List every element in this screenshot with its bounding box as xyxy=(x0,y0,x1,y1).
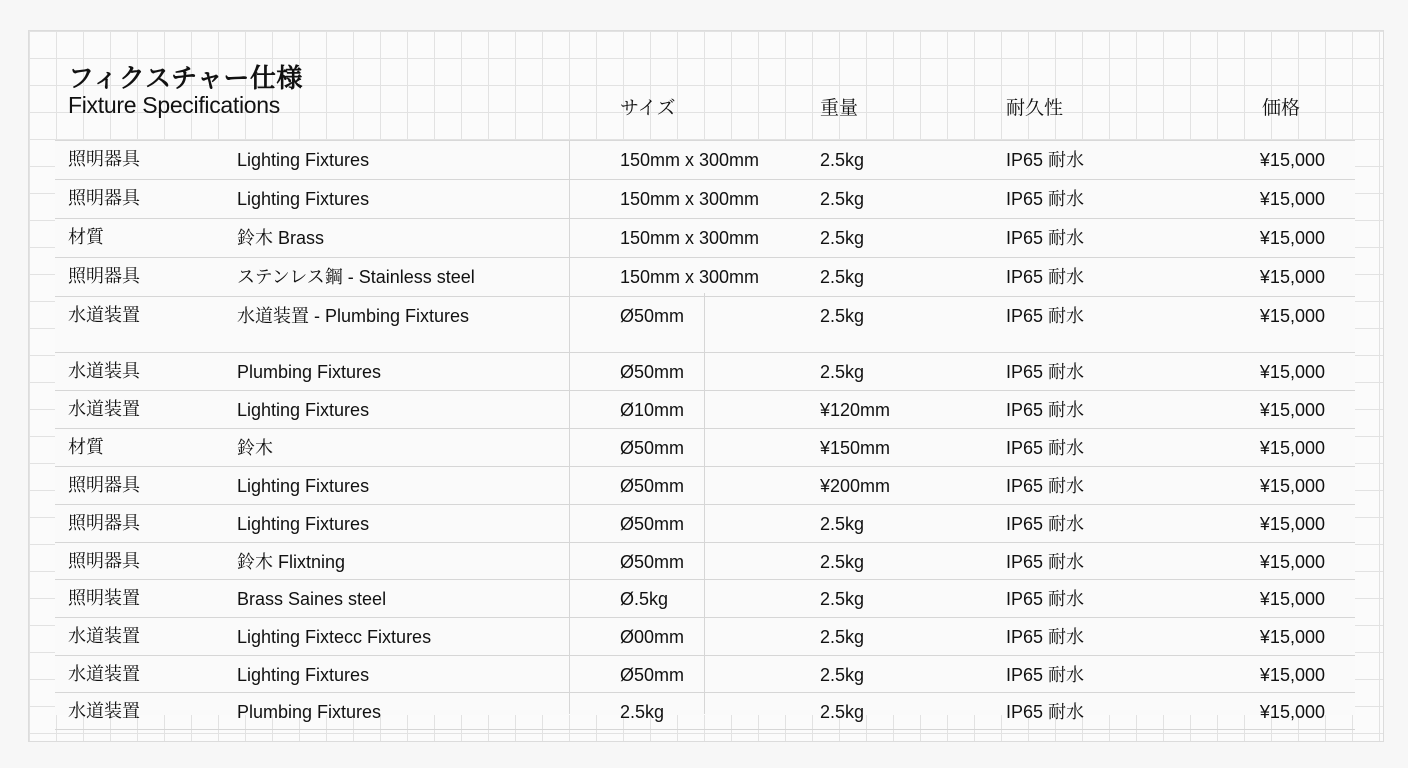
cell-durability: IP65 耐水 xyxy=(1006,189,1085,209)
cell-durability: IP65 耐水 xyxy=(1006,400,1085,420)
cell-name: Lighting Fixtures xyxy=(237,189,370,209)
table-row xyxy=(55,543,1355,580)
cell-durability: IP65 耐水 xyxy=(1006,514,1085,534)
cell-category: 照明器具 xyxy=(68,188,140,209)
cell-name: 鈴木 Flixtning xyxy=(237,552,346,572)
cell-weight: 2.5kg xyxy=(820,189,865,209)
cell-category: 水道装置 xyxy=(68,399,140,420)
cell-category: 照明器具 xyxy=(68,551,140,572)
spec-table xyxy=(55,141,1355,730)
cell-size: Ø50mm xyxy=(620,438,685,458)
cell-size: 150mm x 300mm xyxy=(620,189,760,209)
cell-category: 水道装具 xyxy=(68,361,140,382)
table-row xyxy=(55,505,1355,543)
cell-size: Ø50mm xyxy=(620,476,685,496)
cell-name: Lighting Fixtures xyxy=(237,514,370,534)
cell-name: ステンレス鋼 - Stainless steel xyxy=(237,267,475,287)
cell-weight: 2.5kg xyxy=(820,552,865,572)
cell-durability: IP65 耐水 xyxy=(1006,627,1085,647)
cell-size: 150mm x 300mm xyxy=(620,228,760,248)
cell-name: Brass Saines steel xyxy=(237,589,387,609)
cell-price: ¥15,000 xyxy=(1259,228,1325,248)
cell-weight: 2.5kg xyxy=(820,306,865,326)
cell-name: Lighting Fixtures xyxy=(237,476,370,496)
cell-name: Lighting Fixtures xyxy=(237,150,370,170)
table-row xyxy=(55,693,1355,730)
cell-weight: 2.5kg xyxy=(820,665,865,685)
cell-price: ¥15,000 xyxy=(1259,189,1325,209)
cell-durability: IP65 耐水 xyxy=(1006,702,1085,722)
column-header-weight: 重量 xyxy=(820,97,859,119)
table-row xyxy=(55,656,1355,693)
cell-weight: 2.5kg xyxy=(820,514,865,534)
table-row xyxy=(55,618,1355,656)
cell-weight: ¥150mm xyxy=(820,438,891,458)
cell-name: Lighting Fixtures xyxy=(237,400,370,420)
cell-category: 水道装置 xyxy=(68,305,140,326)
table-row xyxy=(55,180,1355,219)
cell-price: ¥15,000 xyxy=(1259,476,1325,496)
cell-price: ¥15,000 xyxy=(1259,589,1325,609)
cell-size: Ø.5kg xyxy=(620,589,669,609)
column-divider xyxy=(704,293,705,714)
cell-size: Ø50mm xyxy=(620,552,685,572)
cell-weight: 2.5kg xyxy=(820,589,865,609)
cell-price: ¥15,000 xyxy=(1259,702,1325,722)
cell-category: 照明器具 xyxy=(68,513,140,534)
cell-category: 水道装置 xyxy=(68,701,140,722)
cell-name: Plumbing Fixtures xyxy=(237,362,382,382)
cell-price: ¥15,000 xyxy=(1259,665,1325,685)
cell-weight: 2.5kg xyxy=(820,150,865,170)
cell-price: ¥15,000 xyxy=(1259,438,1325,458)
table-row xyxy=(55,580,1355,618)
cell-weight: 2.5kg xyxy=(820,362,865,382)
cell-price: ¥15,000 xyxy=(1259,362,1325,382)
cell-name: Lighting Fixtures xyxy=(237,665,370,685)
cell-weight: 2.5kg xyxy=(820,627,865,647)
table-row xyxy=(55,429,1355,467)
cell-price: ¥15,000 xyxy=(1259,400,1325,420)
cell-durability: IP65 耐水 xyxy=(1006,438,1085,458)
column-header-size: サイズ xyxy=(620,97,676,119)
cell-category: 照明装置 xyxy=(68,588,140,609)
cell-name: 鈴木 Brass xyxy=(237,228,325,248)
cell-durability: IP65 耐水 xyxy=(1006,665,1085,685)
cell-durability: IP65 耐水 xyxy=(1006,552,1085,572)
cell-weight: 2.5kg xyxy=(820,267,865,287)
cell-durability: IP65 耐水 xyxy=(1006,228,1085,248)
cell-size: Ø00mm xyxy=(620,627,685,647)
column-header-price: 価格 xyxy=(1262,97,1301,119)
cell-size: 150mm x 300mm xyxy=(620,267,760,287)
cell-price: ¥15,000 xyxy=(1259,627,1325,647)
table-row xyxy=(55,219,1355,258)
cell-size: Ø10mm xyxy=(620,400,685,420)
column-header-durability: 耐久性 xyxy=(1006,97,1064,119)
cell-category: 照明器具 xyxy=(68,149,140,170)
cell-weight: 2.5kg xyxy=(820,228,865,248)
column-divider xyxy=(569,141,570,714)
cell-price: ¥15,000 xyxy=(1259,267,1325,287)
cell-price: ¥15,000 xyxy=(1259,150,1325,170)
table-row xyxy=(55,141,1355,180)
cell-price: ¥15,000 xyxy=(1259,514,1325,534)
page-title-en: Fixture Specifications xyxy=(68,92,280,118)
cell-size: Ø50mm xyxy=(620,665,685,685)
cell-durability: IP65 耐水 xyxy=(1006,476,1085,496)
cell-name: 鈴木 xyxy=(237,438,273,458)
cell-category: 照明器具 xyxy=(68,475,140,496)
cell-weight: 2.5kg xyxy=(820,702,865,722)
cell-size: 2.5kg xyxy=(620,702,665,722)
cell-price: ¥15,000 xyxy=(1259,306,1325,326)
cell-category: 材質 xyxy=(68,437,104,458)
cell-durability: IP65 耐水 xyxy=(1006,267,1085,287)
cell-category: 材質 xyxy=(68,227,104,248)
table-row xyxy=(55,258,1355,297)
cell-weight: ¥120mm xyxy=(820,400,891,420)
cell-durability: IP65 耐水 xyxy=(1006,589,1085,609)
table-row xyxy=(55,467,1355,505)
cell-category: 水道装置 xyxy=(68,626,140,647)
table-row xyxy=(55,391,1355,429)
cell-size: 150mm x 300mm xyxy=(620,150,760,170)
table-row xyxy=(55,353,1355,391)
cell-weight: ¥200mm xyxy=(820,476,891,496)
cell-name: Lighting Fixtecc Fixtures xyxy=(237,627,432,647)
cell-name: 水道装置 - Plumbing Fixtures xyxy=(237,306,470,326)
cell-price: ¥15,000 xyxy=(1259,552,1325,572)
cell-durability: IP65 耐水 xyxy=(1006,150,1085,170)
cell-name: Plumbing Fixtures xyxy=(237,702,382,722)
cell-size: Ø50mm xyxy=(620,514,685,534)
page-title-jp: フィクスチャー仕様 xyxy=(68,64,303,94)
table-row xyxy=(55,297,1355,353)
cell-size: Ø50mm xyxy=(620,362,685,382)
cell-category: 水道装置 xyxy=(68,664,140,685)
cell-size: Ø50mm xyxy=(620,306,685,326)
cell-category: 照明器具 xyxy=(68,266,140,287)
cell-durability: IP65 耐水 xyxy=(1006,306,1085,326)
cell-durability: IP65 耐水 xyxy=(1006,362,1085,382)
